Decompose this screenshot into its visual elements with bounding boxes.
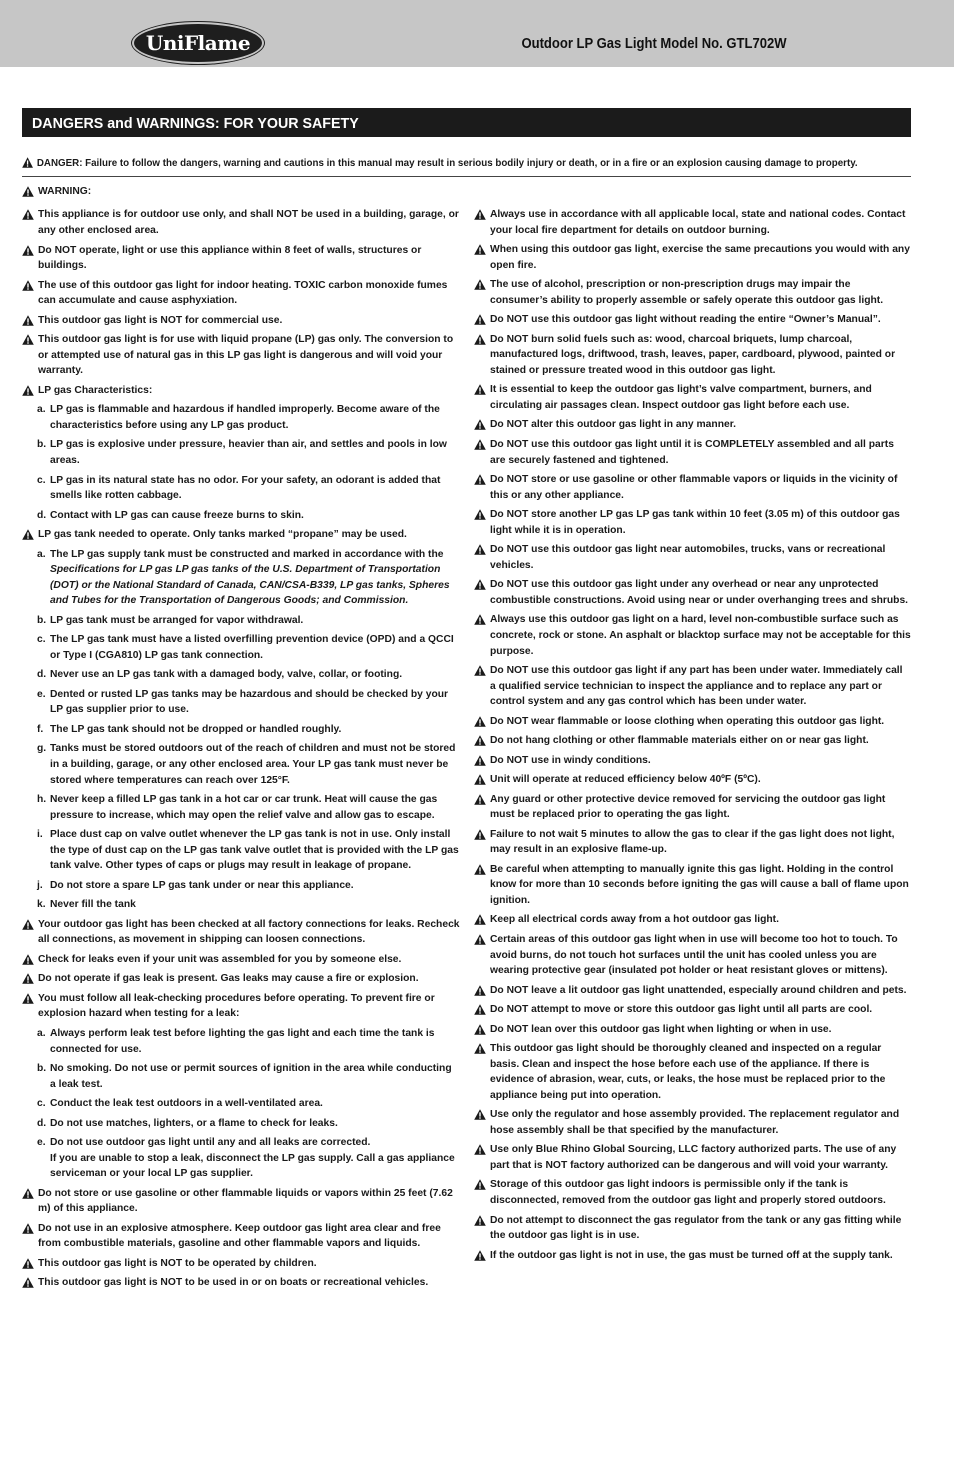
uniflame-logo <box>134 24 262 62</box>
warning-item: Do not operate if gas leak is present. Gas leaks may cause a fire or explosion. <box>22 971 460 987</box>
warning-item: Do NOT attempt to move or store this outdoor gas light until all parts are cool. <box>474 1002 911 1018</box>
sub-item: j. Do not store a spare LP gas tank under or near this appliance. <box>37 879 354 891</box>
warning-item: Do NOT use this outdoor gas light if any part has been under water. Immediately call a qualified service technician to inspect the appliance and to replace any part or control system and any gas control which has been under water. <box>474 663 911 710</box>
warning-item: It is essential to keep the outdoor gas light’s valve compartment, burners, and circulating air passages clean. Inspect outdoor gas light before each use. <box>474 382 911 413</box>
warning-item: Do NOT use this outdoor gas light under any overhead or near any unprotected combustible constructions. Avoid using near or under overhanging trees and shrubs. <box>474 577 911 608</box>
sub-item: c. The LP gas tank must have a listed overfilling prevention device (OPD) and a QCCI or Type I (CGA810) LP gas tank connection. <box>37 634 454 661</box>
warning-triangle-icon <box>22 315 34 326</box>
sub-item: b. No smoking. Do not use or permit sources of ignition in the area while conducting a leak test. <box>37 1063 452 1090</box>
sub-item: i. Place dust cap on valve outlet whenever the LP gas tank is not in use. Only install the type of dust cap on the LP gas tank valve outlet that is provided with the LP gas tank valve. Other types of caps or plugs may result in leakage of propane. <box>37 829 459 872</box>
warning-triangle-icon <box>474 1215 486 1226</box>
warning-triangle-icon <box>474 1250 486 1261</box>
warning-item: Do NOT alter this outdoor gas light in any manner. <box>474 417 911 433</box>
warning-triangle-icon <box>474 209 486 220</box>
warning-item: Unit will operate at reduced efficiency below 40ºF (5ºC). <box>474 772 911 788</box>
warning-item: This outdoor gas light is NOT to be operated by children. <box>22 1256 460 1272</box>
warning-item: Do NOT use in windy conditions. <box>474 753 911 769</box>
warning-item: Do not store or use gasoline or other flammable liquids or vapors within 25 feet (7.62 m) of this appliance. <box>22 1186 460 1217</box>
warning-heading: WARNING: <box>22 184 460 200</box>
warning-triangle-icon <box>474 314 486 325</box>
warning-triangle-icon <box>474 716 486 727</box>
warning-triangle-icon <box>22 1277 34 1288</box>
warning-triangle-icon <box>22 993 34 1004</box>
warning-item: Always use this outdoor gas light on a hard, level non-combustible surface such as concrete, rock or stone. An asphalt or blacktop surface may not be acceptable for this purpose. <box>474 612 911 659</box>
warning-triangle-icon <box>22 186 34 197</box>
warning-triangle-icon <box>22 1223 34 1234</box>
model-title: Outdoor LP Gas Light Model No. GTL702W <box>521 36 787 52</box>
warning-item: Do NOT use this outdoor gas light near automobiles, trucks, vans or recreational vehicles. <box>474 542 911 573</box>
warning-item: Use only Blue Rhino Global Sourcing, LLC factory authorized parts. The use of any part that is NOT factory authorized can be dangerous and will void your warranty. <box>474 1142 911 1173</box>
warning-item: LP gas tank needed to operate. Only tanks marked “propane” may be used. <box>22 527 460 543</box>
warning-triangle-icon <box>474 1004 486 1015</box>
warning-triangle-icon <box>474 439 486 450</box>
sub-item: b. LP gas is explosive under pressure, heavier than air, and settles and pools in low areas. <box>37 439 447 467</box>
divider <box>22 176 911 177</box>
warning-item: Do NOT store or use gasoline or other flammable vapors or liquids in the vicinity of this or any other appliance. <box>474 472 911 503</box>
warning-triangle-icon <box>22 919 34 930</box>
warning-item: Do not hang clothing or other flammable materials either on or near gas light. <box>474 733 911 749</box>
warning-item: The use of alcohol, prescription or non-prescription drugs may impair the consumer’s ability to properly assemble or safely operate this outdoor gas light. <box>474 277 911 308</box>
warning-item: Do NOT burn solid fuels such as: wood, charcoal briquets, lump charcoal, manufactured logs, driftwood, trash, leaves, paper, cardboard, plywood, painted or stained or pressure treated wood in this outdoor gas light. <box>474 332 911 379</box>
warning-triangle-icon <box>474 985 486 996</box>
right-column <box>474 207 911 1267</box>
warning-triangle-icon <box>22 1188 34 1199</box>
warning-triangle-icon <box>474 614 486 625</box>
warning-triangle-icon <box>474 384 486 395</box>
warning-triangle-icon <box>474 864 486 875</box>
warning-triangle-icon <box>474 509 486 520</box>
sub-item: h. Never keep a filled LP gas tank in a hot car or car trunk. Heat will cause the gas pressure to increase, which may open the relief valve and allow gas to escape. <box>37 794 438 821</box>
warning-item: Any guard or other protective device removed for servicing the outdoor gas light must be replaced prior to operating the gas light. <box>474 792 911 823</box>
warning-triangle-icon <box>474 665 486 676</box>
warning-item: Failure to not wait 5 minutes to allow the gas to clear if the gas light does not light, may result in an explosive flame-up. <box>474 827 911 858</box>
danger-text: DANGER: Failure to follow the dangers, warning and cautions in this manual may result in serious bodily injury or death, or in a fire or an explosion causing damage to property. <box>36 157 858 169</box>
sub-item: e. Do not use outdoor gas light until any and all leaks are corrected. If you are unable to stop a leak, disconnect the LP gas supply. Call a gas appliance serviceman or your local LP gas supplier. <box>37 1137 455 1180</box>
warning-item: Always use in accordance with all applicable local, state and national codes. Contact your local fire department for details on outdoor burning. <box>474 207 911 238</box>
warning-item: Do NOT leave a lit outdoor gas light unattended, especially around children and pets. <box>474 983 911 999</box>
left-column <box>22 184 460 1295</box>
logo-text: UniFlame <box>145 31 251 55</box>
warning-item: Your outdoor gas light has been checked at all factory connections for leaks. Recheck all connections, as movement in shipping can loosen connections. <box>22 917 460 948</box>
warning-triangle-icon <box>474 914 486 925</box>
warning-triangle-icon <box>474 544 486 555</box>
warning-triangle-icon <box>474 579 486 590</box>
warning-triangle-icon <box>474 279 486 290</box>
warning-triangle-icon <box>22 385 34 396</box>
warning-item: Do NOT use this outdoor gas light without reading the entire “Owner’s Manual”. <box>474 312 911 328</box>
warning-triangle-icon <box>474 1109 486 1120</box>
warning-item: This appliance is for outdoor use only, and shall NOT be used in a building, garage, or any other enclosed area. <box>22 207 460 238</box>
sub-item: e. Dented or rusted LP gas tanks may be hazardous and should be checked by your LP gas supplier prior to use. <box>37 688 449 716</box>
sub-item: g. Tanks must be stored outdoors out of the reach of children and must not be stored in a building, garage, or any other enclosed area. Your LP gas tank must never be stored where temperatures can reach over 125°F. <box>37 743 456 786</box>
warning-item: Do NOT lean over this outdoor gas light when lighting or when in use. <box>474 1022 911 1038</box>
warning-triangle-icon <box>474 244 486 255</box>
sub-item: d. Contact with LP gas can cause freeze burns to skin. <box>37 509 304 521</box>
warning-item: This outdoor gas light is for use with liquid propane (LP) gas only. The conversion to or attempted use of natural gas in this LP gas light is dangerous and will void your warranty. <box>22 332 460 379</box>
sub-item: c. LP gas in its natural state has no odor. For your safety, an odorant is added that smells like rotten cabbage. <box>37 474 441 502</box>
warning-item: Do not attempt to disconnect the gas regulator from the tank or any gas fitting while the outdoor gas light is in use. <box>474 1213 911 1244</box>
sub-item: d. Never use an LP gas tank with a damaged body, valve, collar, or footing. <box>37 669 403 681</box>
sub-item: a. The LP gas supply tank must be constructed and marked in accordance with the Specifications for LP gas LP gas tanks of the U.S. Department of Transportation (DOT) or the National Standard of Canada, CAN/CSA-B339, LP gas tanks, Spheres and Tubes for the Transportation of Dangerous Goods; and Commission. <box>37 548 450 607</box>
sub-item: d. Do not use matches, lighters, or a flame to check for leaks. <box>37 1117 338 1129</box>
warning-triangle-icon <box>474 735 486 746</box>
warning-triangle-icon <box>474 774 486 785</box>
warning-item: Do NOT store another LP gas LP gas tank within 10 feet (3.05 m) of this outdoor gas light while it is in operation. <box>474 507 911 538</box>
sub-item: f. The LP gas tank should not be dropped or handled roughly. <box>37 723 342 735</box>
warning-item: When using this outdoor gas light, exercise the same precautions you would with any open fire. <box>474 242 911 273</box>
warning-triangle-icon <box>474 334 486 345</box>
warning-item: Keep all electrical cords away from a hot outdoor gas light. <box>474 912 911 928</box>
dot-specification: Specifications for LP gas LP gas tanks of the U.S. Department of Transportation (DOT) or the National Standard of Canada, CAN/CSA-B339, LP gas tanks, Spheres and Tubes for the Transportation of Dangerous Goods; and Commission. <box>50 564 450 607</box>
warning-triangle-icon <box>22 1258 34 1269</box>
warning-item: This outdoor gas light is NOT for commercial use. <box>22 313 460 329</box>
sub-item: k. Never fill the tank <box>37 899 136 911</box>
warning-triangle-icon <box>474 794 486 805</box>
warning-triangle-icon <box>22 209 34 220</box>
warning-item: Do NOT use this outdoor gas light until it is COMPLETELY assembled and all parts are securely fastened and tightened. <box>474 437 911 468</box>
warning-item: Do not use in an explosive atmosphere. Keep outdoor gas light area clear and free from combustible materials, gasoline and other flammable vapors and liquids. <box>22 1221 460 1252</box>
sub-item: a. LP gas is flammable and hazardous if handled improperly. Become aware of the characteristics before using any LP gas product. <box>37 404 440 431</box>
warning-item: If the outdoor gas light is not in use, the gas must be turned off at the supply tank. <box>474 1248 911 1264</box>
warning-triangle-icon <box>474 474 486 485</box>
warning-triangle-icon <box>474 1179 486 1190</box>
section-title: DANGERS and WARNINGS: FOR YOUR SAFETY <box>32 115 359 132</box>
warning-item: Do NOT wear flammable or loose clothing when operating this outdoor gas light. <box>474 714 911 730</box>
warning-item: The use of this outdoor gas light for indoor heating. TOXIC carbon monoxide fumes can accumulate and cause asphyxiation. <box>22 278 460 309</box>
warning-triangle-icon <box>474 829 486 840</box>
warning-triangle-icon <box>22 157 33 168</box>
warning-triangle-icon <box>474 755 486 766</box>
warning-triangle-icon <box>474 1043 486 1054</box>
danger-statement <box>22 155 859 170</box>
warning-triangle-icon <box>22 973 34 984</box>
header <box>0 0 954 67</box>
warning-triangle-icon <box>22 334 34 345</box>
sub-item: c. Conduct the leak test outdoors in a well-ventilated area. <box>37 1098 323 1110</box>
warning-triangle-icon <box>474 1024 486 1035</box>
warning-triangle-icon <box>474 934 486 945</box>
warning-triangle-icon <box>474 419 486 430</box>
warning-item: You must follow all leak-checking procedures before operating. To prevent fire or explosion hazard when testing for a leak: <box>22 991 460 1022</box>
warning-triangle-icon <box>474 1144 486 1155</box>
warning-item: Do NOT operate, light or use this appliance within 8 feet of walls, structures or buildings. <box>22 243 460 274</box>
sub-item: b. LP gas tank must be arranged for vapor withdrawal. <box>37 614 304 626</box>
warning-triangle-icon <box>22 529 34 540</box>
warning-triangle-icon <box>22 245 34 256</box>
warning-triangle-icon <box>22 280 34 291</box>
warning-item: Check for leaks even if your unit was assembled for you by someone else. <box>22 952 460 968</box>
warning-item: Be careful when attempting to manually ignite this gas light. Holding in the control know for more than 10 seconds before igniting the gas will cause a ball of flame upon ignition. <box>474 862 911 909</box>
section-title-bar <box>22 108 911 137</box>
sub-item: a. Always perform leak test before lighting the gas light and each time the tank is connected for use. <box>37 1027 435 1055</box>
warning-item: Certain areas of this outdoor gas light when in use will become too hot to touch. To avoid burns, do not touch hot surfaces until the unit has cooled unless you are wearing protective gear (insulated pot holder or heat resistant gloves or mittens). <box>474 932 911 979</box>
warning-item: This outdoor gas light is NOT to be used in or on boats or recreational vehicles. <box>22 1275 460 1291</box>
warning-item: Storage of this outdoor gas light indoors is permissible only if the tank is disconnected, removed from the outdoor gas light and properly stored outdoors. <box>474 1177 911 1208</box>
warning-triangle-icon <box>22 954 34 965</box>
warning-item: This outdoor gas light should be thoroughly cleaned and inspected on a regular basis. Clean and inspect the hose before each use of the appliance. If there is evidence of abrasion, wear, cuts, or leaks, the hose must be replaced prior to the appliance being put into operation. <box>474 1041 911 1103</box>
warning-item: Use only the regulator and hose assembly provided. The replacement regulator and hose assembly shall be that specified by the manufacturer. <box>474 1107 911 1138</box>
warning-item: LP gas Characteristics: <box>22 383 460 399</box>
